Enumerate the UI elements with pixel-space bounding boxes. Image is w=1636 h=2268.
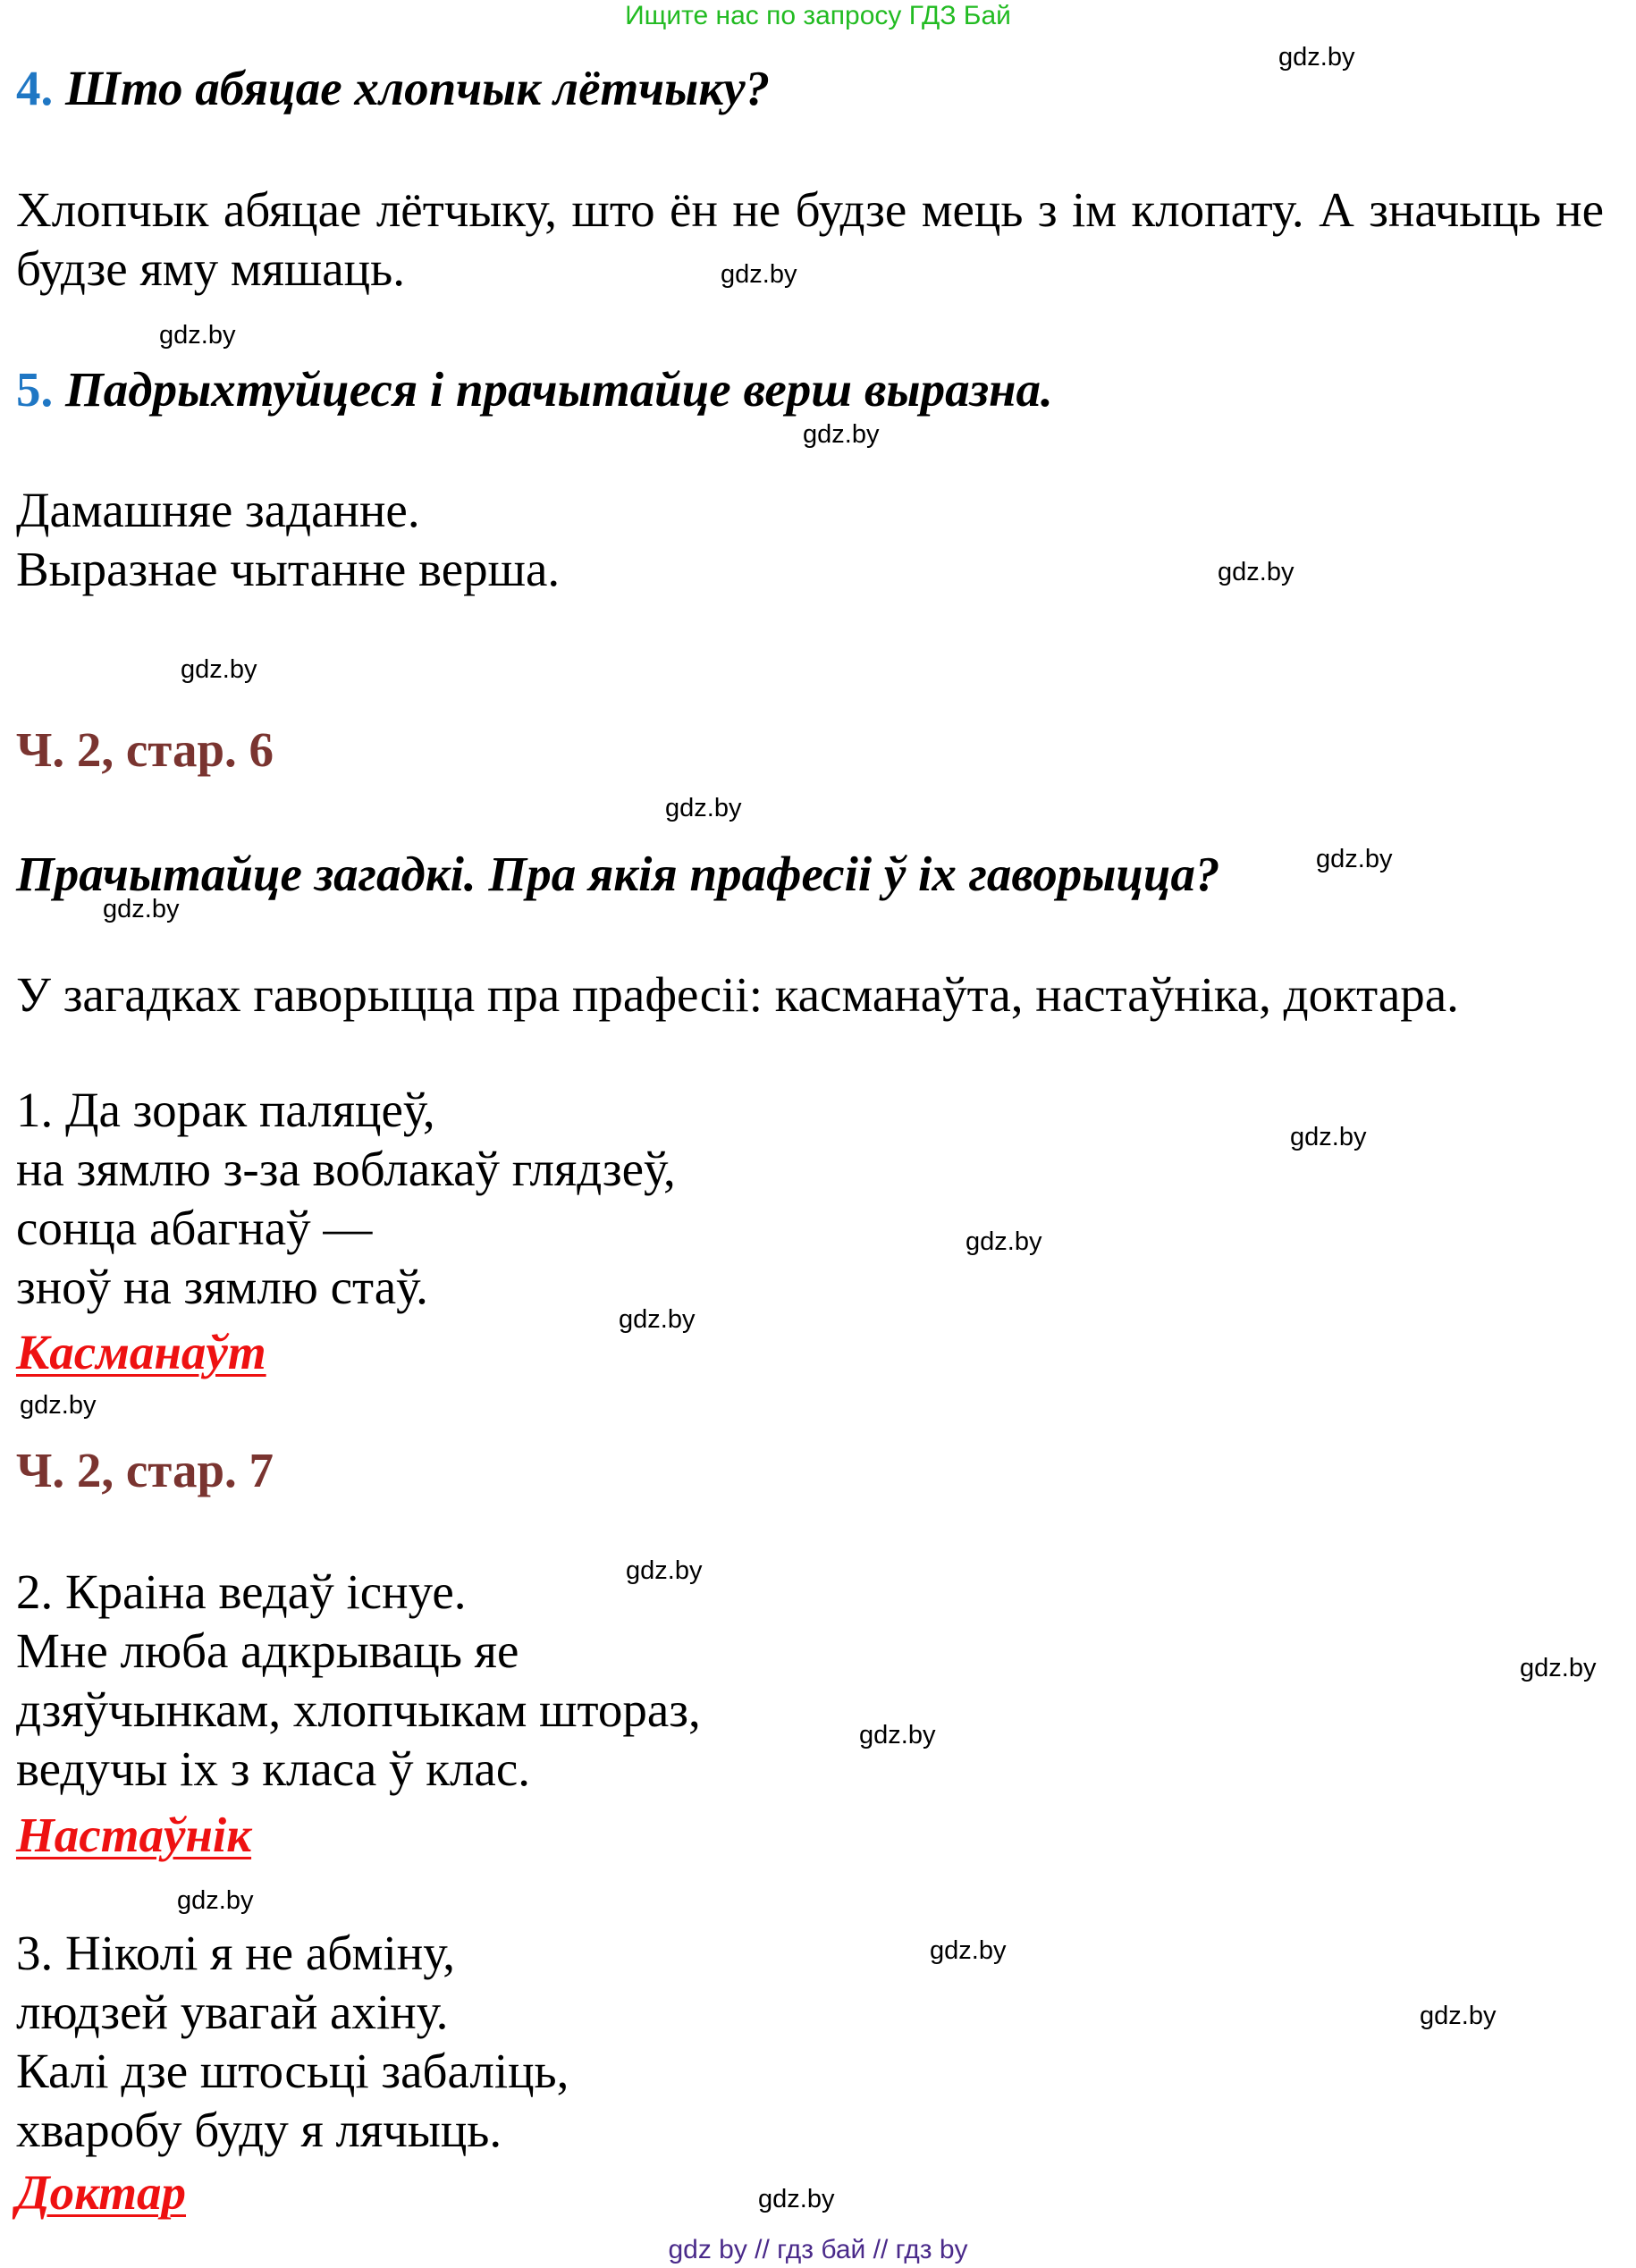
- watermark: gdz.by: [20, 1391, 97, 1420]
- watermark: gdz.by: [177, 1886, 254, 1915]
- footer-links[interactable]: gdz by // гдз бай // гдз by: [668, 2235, 968, 2264]
- task5-answer: [16, 481, 560, 599]
- riddle-3-line: Калі дзе штосьці забаліць,: [16, 2044, 569, 2098]
- riddle-2-answer: Настаўнік: [16, 1808, 252, 1862]
- task5-question: [16, 360, 1053, 419]
- top-banner[interactable]: Ищите нас по запросу ГДЗ Бай: [625, 1, 1011, 30]
- watermark: gdz.by: [966, 1227, 1042, 1256]
- riddles-question: Прачытайце загадкі. Пра якія прафесіі ў іх гаворыцца?: [16, 847, 1220, 901]
- task5-line: Дамашняе заданне.: [16, 483, 420, 537]
- watermark: gdz.by: [626, 1556, 703, 1585]
- section-heading-page6: Ч. 2, стар. 6: [16, 722, 274, 777]
- watermark: gdz.by: [1218, 558, 1294, 586]
- watermark: gdz.by: [1278, 43, 1355, 72]
- riddle-3: [16, 1924, 569, 2160]
- watermark: gdz.by: [665, 794, 742, 822]
- section-heading-page7: Ч. 2, стар. 7: [16, 1443, 274, 1497]
- riddle-2: [16, 1563, 701, 1799]
- task5-number: 5.: [16, 362, 54, 417]
- riddle-3-line: людзей увагай ахіну.: [16, 1985, 449, 2039]
- riddle-2-line: ведучы іх з класа ў клас.: [16, 1741, 531, 1796]
- watermark: gdz.by: [181, 655, 257, 684]
- watermark: gdz.by: [758, 2185, 835, 2213]
- riddle-2-line: 2. Краіна ведаў існуе.: [16, 1564, 467, 1619]
- riddle-1-line: зноў на зямлю стаў.: [16, 1260, 428, 1314]
- riddle-1-answer: Касманаўт: [16, 1325, 266, 1379]
- riddles-answer: У загадках гаворыцца пра прафесіі: касманаўта, настаўніка, доктара.: [16, 967, 1459, 1022]
- riddle-3-line: 3. Ніколі я не абміну,: [16, 1926, 455, 1980]
- watermark: gdz.by: [1520, 1654, 1597, 1682]
- watermark: gdz.by: [619, 1305, 696, 1334]
- task4-question-text: Што абяцае хлопчык лётчыку?: [65, 61, 771, 115]
- watermark: gdz.by: [803, 420, 880, 449]
- task4-question: [16, 59, 770, 118]
- riddle-1-line: на зямлю з-за воблакаў глядзеў,: [16, 1142, 676, 1196]
- task5-line: Выразнае чытанне верша.: [16, 542, 561, 596]
- riddle-1: [16, 1081, 676, 1317]
- watermark: gdz.by: [159, 321, 236, 350]
- riddle-1-line: 1. Да зорак паляцеў,: [16, 1083, 435, 1137]
- riddle-2-line: Мне люба адкрываць яе: [16, 1623, 519, 1678]
- riddle-2-line: дзяўчынкам, хлопчыкам штораз,: [16, 1682, 701, 1737]
- watermark: gdz.by: [1290, 1123, 1367, 1151]
- watermark: gdz.by: [721, 260, 797, 289]
- watermark: gdz.by: [1420, 2002, 1497, 2030]
- task4-number: 4.: [16, 61, 54, 115]
- riddle-3-answer: Доктар: [16, 2165, 187, 2220]
- watermark: gdz.by: [930, 1936, 1007, 1965]
- riddle-3-line: хваробу буду я лячыць.: [16, 2103, 502, 2157]
- task4-answer: Хлопчык абяцае лётчыку, што ён не будзе мець з ім клопату. А значыць не будзе яму мяшаць.: [16, 182, 1604, 296]
- task5-question-text: Падрыхтуйцеся і прачытайце верш выразна.: [65, 362, 1053, 417]
- riddle-1-line: сонца абагнаў —: [16, 1201, 373, 1255]
- watermark: gdz.by: [103, 895, 180, 923]
- watermark: gdz.by: [859, 1721, 936, 1749]
- watermark: gdz.by: [1316, 845, 1393, 873]
